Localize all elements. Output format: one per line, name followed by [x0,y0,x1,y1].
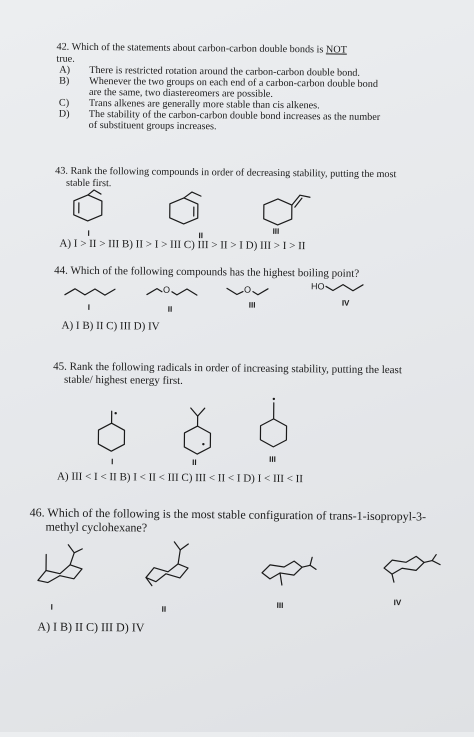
q44-label-3: III [249,301,256,310]
q46-structure-3 [258,553,328,594]
q43-label-2: II [198,231,203,240]
q44-atom-o: O [163,285,170,295]
question-46 [0,0,474,5]
q45-structure-2 [181,402,226,458]
question-42 [0,0,474,5]
q42-stem-text: 42. Which of the statements about carbon-carbon double bonds is [56,42,323,56]
q44-atom-ho: HO [311,281,325,291]
q46-stem-line1: 46. Which of the following is the most stable configuration of trans-1-isopropyl-3- [30,505,426,523]
q44-answer-choices: A) I B) II C) III D) IV [62,320,160,334]
q43-stem-line2: stable first. [66,178,111,190]
q42-option-b: Whenever the two groups on each end of a carbon-carbon double bond [89,76,378,91]
q46-label-3: III [277,601,284,610]
q45-label-1: I [111,457,113,466]
q42-option-c: Trans alkenes are generally more stable than cis alkenes. [89,98,320,112]
q46-stem-line2: methyl cyclohexane? [45,520,147,535]
q46-label-1: I [51,603,53,612]
q44-structure-4 [309,276,379,299]
q44-atom-o: O [244,285,251,295]
q42-stem-not: NOT [326,44,347,55]
q44-label-2: II [168,305,173,314]
q45-label-2: II [192,458,197,467]
q46-label-2: II [162,605,167,614]
question-45 [0,0,474,5]
q42-option-b-cont: are the same, two diastereomers are possible. [89,87,273,101]
q43-answer-choices: A) I > II > III B) II > I > III C) III > II > I D) III > I > II [59,238,305,254]
q42-option-letter: C) [59,98,69,110]
q44-structure-2 [145,281,215,304]
q45-label-3: III [269,455,276,464]
q43-structure-1 [70,189,130,230]
q45-structure-1 [93,401,134,457]
q42-option-d-cont: of substituent groups increases. [89,120,217,133]
q46-structure-2 [140,537,201,594]
q43-label-3: III [273,227,280,236]
q45-stem-line2: stable/ highest energy first. [64,374,183,388]
q42-option-letter: D) [59,109,70,121]
q43-stem-line1: 43. Rank the following compounds in order of decreasing stability, putting the most [55,166,396,182]
q45-answer-choices: A) III < I < II B) I < II < III C) III < II < I D) I < III < II [57,471,303,487]
q44-structure-1 [63,283,123,304]
q44-label-1: I [88,303,90,312]
q44-label-4: IV [342,299,350,308]
question-44 [0,0,474,5]
q45-structure-3 [257,395,302,455]
q42-stem-line2: true. [56,54,75,66]
q43-structure-2 [168,190,228,231]
q46-answer-choices: A) I B) II C) III D) IV [37,619,144,634]
q42-option-a: There is restricted rotation around the carbon-carbon double bond. [89,65,360,80]
q44-stem: 44. Which of the following compounds has the highest boiling point? [54,265,359,281]
q46-label-4: IV [394,598,402,607]
q46-structure-1 [34,540,95,591]
q42-stem-line1 [56,42,346,57]
q46-structure-4 [380,550,450,591]
q45-stem-line1: 45. Rank the following radicals in order of increasing stability, putting the least [53,361,402,378]
q43-label-1: I [88,229,90,238]
q43-structure-3 [260,189,320,230]
q42-option-letter: B) [59,76,69,88]
q42-option-letter: A) [59,65,70,77]
q44-structure-3 [225,280,295,303]
q42-option-d: The stability of the carbon-carbon double bond increases as the number [89,109,381,124]
question-43 [0,0,474,5]
